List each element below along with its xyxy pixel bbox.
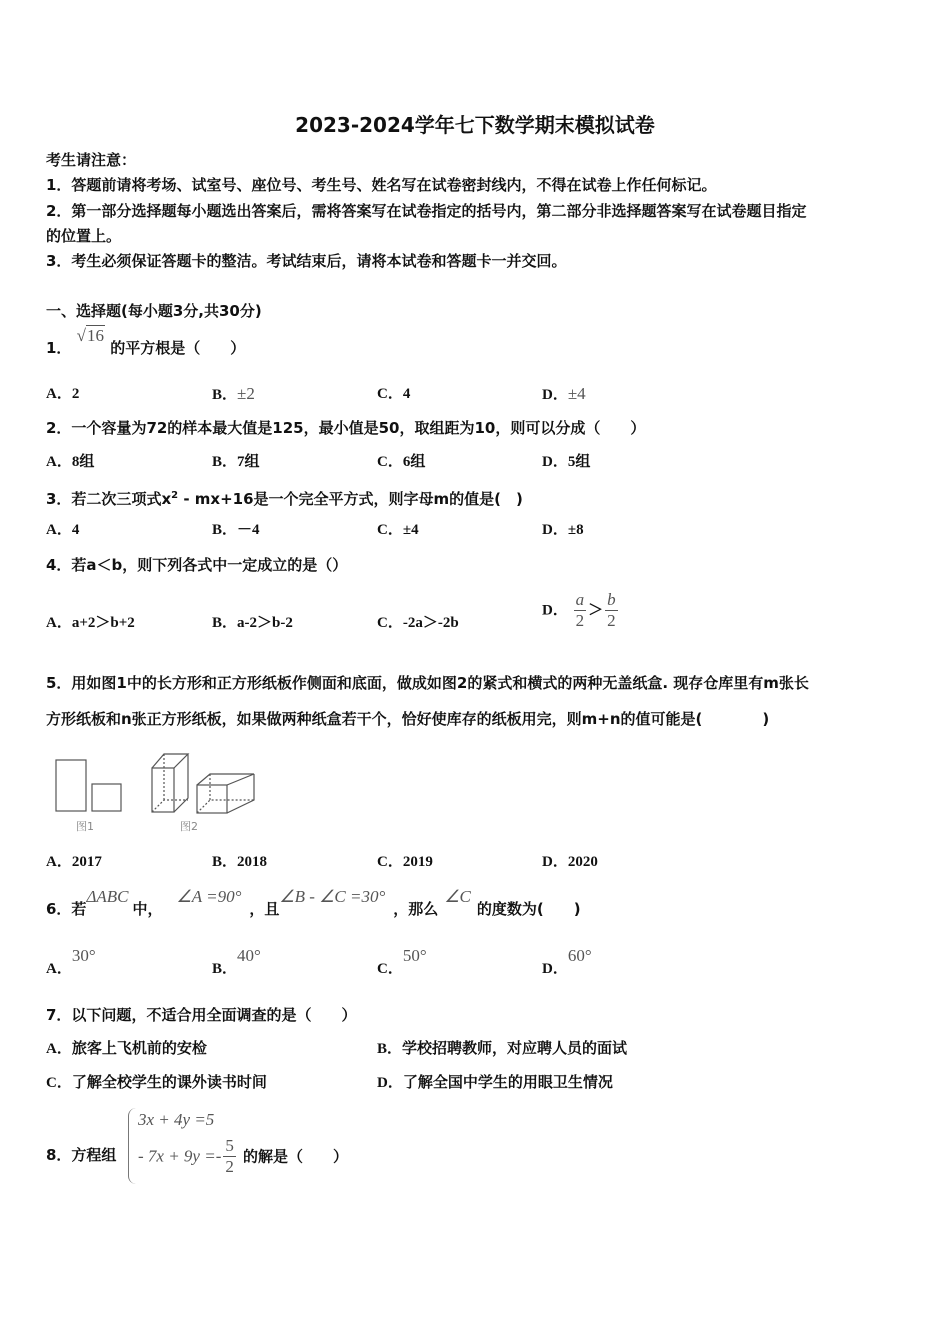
option-a[interactable]: A．a+2＞b+2 bbox=[46, 615, 135, 631]
option-b[interactable]: B．2018 bbox=[212, 854, 268, 870]
figure-1-label: 图1 bbox=[76, 820, 94, 833]
option-c[interactable]: C．4 bbox=[377, 386, 411, 402]
option-b[interactable]: B．7组 bbox=[212, 454, 260, 470]
option-c[interactable]: C．±4 bbox=[377, 522, 419, 538]
equation-1: 3x + 4y =5 bbox=[138, 1110, 215, 1129]
option-d[interactable]: D．±4 bbox=[542, 384, 586, 403]
option-a[interactable]: A．8组 bbox=[46, 454, 95, 470]
option-c[interactable]: C．2019 bbox=[377, 854, 433, 870]
question-8-label: 8．方程组 bbox=[46, 1146, 117, 1164]
question-1 bbox=[46, 326, 246, 358]
option-b[interactable]: B．±2 bbox=[212, 384, 255, 403]
option-a[interactable]: A．30° bbox=[46, 946, 96, 977]
notice-heading: 考生请注意： bbox=[46, 151, 137, 169]
question-5-line2: 方形纸板和n张正方形纸板，如果做两种纸盒若干个，恰好使库存的纸板用完，则m+n的值可能是( ) bbox=[46, 710, 770, 728]
fraction: $\frac{a}{2}$ bbox=[575, 590, 585, 630]
fraction: $\frac{b}{2}$ bbox=[607, 590, 616, 630]
figure-2-label: 图2 bbox=[180, 820, 198, 833]
option-a[interactable]: A．2017 bbox=[46, 854, 102, 870]
equation-brace bbox=[128, 1108, 137, 1184]
option-c[interactable]: C．-2a＞-2b bbox=[377, 615, 459, 631]
option-a[interactable]: A．4 bbox=[46, 522, 80, 538]
option-d[interactable]: D．±8 bbox=[542, 522, 584, 538]
option-d[interactable]: D．2020 bbox=[542, 854, 598, 870]
option-b[interactable]: B．a-2＞b-2 bbox=[212, 615, 293, 631]
notice-item: 3．考生必须保证答题卡的整洁。考试结束后，请将本试卷和答题卡一并交回。 bbox=[46, 252, 567, 270]
question-2: 2．一个容量为72的样本最大值是125，最小值是50，取组距为10，则可以分成（ ） bbox=[46, 419, 646, 437]
notice-item: 1．答题前请将考场、试室号、座位号、考生号、姓名写在试卷密封线内，不得在试卷上作任何标记。 bbox=[46, 176, 717, 194]
question-7: 7．以下问题，不适合用全面调查的是（ ） bbox=[46, 1006, 357, 1024]
math-expression: ∠C bbox=[444, 887, 471, 906]
notice-item: 的位置上。 bbox=[46, 227, 122, 245]
option-d[interactable]: D．了解全国中学生的用眼卫生情况 bbox=[377, 1075, 613, 1091]
question-3: 3．若二次三项式$x^2 - mx+16$是一个完全平方式，则字母m的值是( ) bbox=[46, 490, 523, 508]
question-number: 1． bbox=[46, 339, 72, 357]
question-4: 4．若a＜b，则下列各式中一定成立的是（） bbox=[46, 556, 348, 574]
option-d[interactable]: D．5组 bbox=[542, 454, 591, 470]
page-title: 2023-2024学年七下数学期末模拟试卷 bbox=[295, 113, 655, 137]
option-a[interactable]: A．旅客上飞机前的安检 bbox=[46, 1041, 207, 1057]
equation-2: - 7x + 9y =- $\frac{5}{2}$ 的解是（ ） bbox=[138, 1136, 348, 1176]
sqrt-expression: √16 bbox=[76, 326, 105, 345]
box-figure bbox=[48, 748, 263, 838]
option-d[interactable]: D．60° bbox=[542, 946, 592, 977]
notice-item: 2．第一部分选择题每小题选出答案后，需将答案写在试卷指定的括号内，第二部分非选择题答案写在试卷题目指定 bbox=[46, 202, 807, 220]
option-b[interactable]: B．40° bbox=[212, 946, 261, 977]
math-expression: ∠A =90° bbox=[176, 887, 242, 906]
option-d[interactable]: D． $\frac{a}{2}$ ＞ $\frac{b}{2}$ bbox=[542, 590, 616, 630]
option-b[interactable]: B．－4 bbox=[212, 522, 260, 538]
option-c[interactable]: C．50° bbox=[377, 946, 427, 977]
math-expression: ΔABC bbox=[86, 887, 129, 906]
option-b[interactable]: B．学校招聘教师，对应聘人员的面试 bbox=[377, 1041, 628, 1057]
section-heading: 一、选择题(每小题3分,共30分) bbox=[46, 302, 262, 320]
option-c[interactable]: C．了解全校学生的课外读书时间 bbox=[46, 1075, 267, 1091]
math-expression: ∠B - ∠C =30° bbox=[279, 887, 386, 906]
question-6: 6．若ΔABC中，∠A =90°，且∠B - ∠C =30°，那么∠C的度数为( ) bbox=[46, 887, 581, 918]
question-5-line1: 5．用如图1中的长方形和正方形纸板作侧面和底面，做成如图2的紧式和横式的两种无盖纸盒. 现存仓库里有m张长 bbox=[46, 674, 809, 692]
option-a[interactable]: A．2 bbox=[46, 386, 80, 402]
question-text: 的平方根是（ ） bbox=[110, 339, 246, 357]
radicand: 16 bbox=[87, 326, 105, 345]
option-c[interactable]: C．6组 bbox=[377, 454, 426, 470]
